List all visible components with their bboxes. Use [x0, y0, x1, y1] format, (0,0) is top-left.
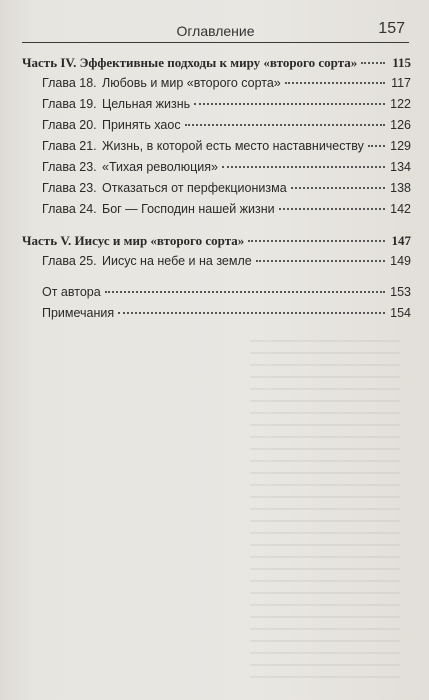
chapter-label: Глава 19.	[42, 97, 97, 111]
chapter-label: Глава 25.	[42, 254, 97, 268]
extra-page: 153	[390, 285, 411, 299]
toc-chapter	[22, 118, 411, 139]
toc-chapter	[22, 202, 411, 223]
dot-leader	[256, 260, 385, 262]
chapter-title: Принять хаос	[102, 118, 181, 132]
chapter-page: 117	[391, 76, 411, 90]
dot-leader	[222, 166, 385, 168]
chapter-title: Любовь и мир «второго сорта»	[102, 76, 281, 90]
chapter-title: «Тихая революция»	[102, 160, 218, 174]
extra-title: Примечания	[42, 306, 115, 320]
chapter-page: 126	[390, 118, 411, 132]
dot-leader	[285, 82, 385, 84]
toc-part-4	[22, 55, 411, 76]
chapter-label: Глава 23.	[42, 160, 97, 174]
part-title: Часть V. Иисус и мир «второго сорта»	[22, 233, 245, 248]
dot-leader	[118, 312, 385, 314]
chapter-title: Жизнь, в которой есть место наставничеству	[102, 139, 364, 153]
toc-extra-author	[22, 285, 411, 306]
extra-title: От автора	[42, 285, 101, 299]
chapter-page: 122	[390, 97, 411, 111]
part-title: Часть IV. Эффективные подходы к миру «второго сорта»	[22, 55, 358, 70]
header-title: Оглавление	[176, 23, 255, 39]
chapter-label: Глава 23.	[42, 181, 97, 195]
chapter-title: Бог — Господин нашей жизни	[102, 202, 275, 216]
dot-leader	[105, 291, 385, 293]
toc-extra-notes	[22, 306, 411, 327]
chapter-title: Цельная жизнь	[102, 97, 191, 111]
chapter-page: 129	[390, 139, 411, 153]
chapter-page: 149	[390, 254, 411, 268]
header-page-number: 157	[378, 20, 405, 37]
chapter-page: 134	[390, 160, 411, 174]
toc-part-5	[22, 233, 411, 254]
toc-chapter	[22, 139, 411, 160]
dot-leader	[194, 103, 385, 105]
part-page: 147	[391, 233, 411, 248]
extra-page: 154	[390, 306, 411, 320]
dot-leader	[291, 187, 385, 189]
toc-chapter	[22, 160, 411, 181]
dot-leader	[279, 208, 385, 210]
part-page: 115	[392, 55, 411, 70]
toc-chapter	[22, 181, 411, 202]
dot-leader	[361, 62, 385, 64]
chapter-title: Иисус на небе и на земле	[102, 254, 252, 268]
chapter-title: Отказаться от перфекционизма	[102, 181, 287, 195]
chapter-label: Глава 21.	[42, 139, 97, 153]
chapter-label: Глава 24.	[42, 202, 97, 216]
toc-chapter	[22, 254, 411, 275]
dot-leader	[368, 145, 385, 147]
chapter-page: 142	[390, 202, 411, 216]
toc-chapter	[22, 97, 411, 118]
bleed-through-texture	[250, 340, 400, 680]
chapter-label: Глава 18.	[42, 76, 97, 90]
chapter-label: Глава 20.	[42, 118, 97, 132]
chapter-page: 138	[390, 181, 411, 195]
dot-leader	[248, 240, 385, 242]
dot-leader	[185, 124, 385, 126]
toc-chapter	[22, 76, 411, 97]
running-header	[22, 20, 409, 43]
table-of-contents	[22, 55, 411, 327]
